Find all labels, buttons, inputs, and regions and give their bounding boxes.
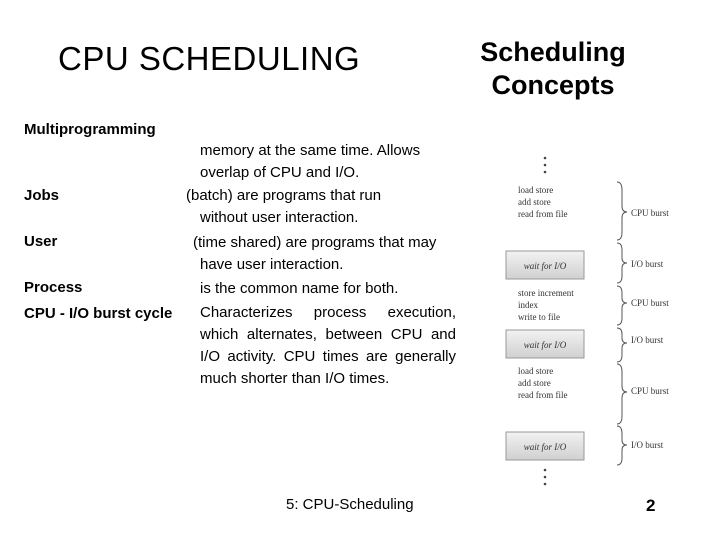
definition-multiprogramming bbox=[200, 140, 420, 184]
instruction-text: store increment bbox=[518, 288, 574, 298]
definition-line: have user interaction. bbox=[200, 256, 344, 273]
top-ellipsis bbox=[544, 157, 547, 174]
definition-user bbox=[193, 232, 436, 276]
definition-line: (time shared) are programs that may bbox=[193, 234, 437, 251]
burst-label: I/O burst bbox=[631, 259, 664, 269]
instruction-text: add store bbox=[518, 378, 551, 388]
cpu-burst-brace bbox=[617, 182, 627, 240]
cpu-burst-brace bbox=[617, 286, 627, 325]
definition-process: is the common name for both. bbox=[200, 280, 399, 297]
definition-line: without user interaction. bbox=[200, 209, 359, 226]
burst-label: I/O burst bbox=[631, 335, 664, 345]
io-burst-brace bbox=[617, 243, 627, 283]
burst-cycle-diagram bbox=[500, 150, 715, 495]
instruction-text: read from file bbox=[518, 209, 568, 219]
definition-line: memory at the same time. Allows bbox=[200, 142, 421, 159]
slide-title: CPU SCHEDULING bbox=[58, 40, 361, 77]
cpu-burst-block bbox=[518, 185, 567, 219]
term-jobs: Jobs bbox=[24, 187, 60, 204]
instruction-text: write to file bbox=[518, 312, 560, 322]
wait-io-text: wait for I/O bbox=[523, 340, 567, 350]
instruction-text: index bbox=[518, 300, 538, 310]
subtitle-line-1: Scheduling bbox=[480, 37, 626, 67]
burst-label: CPU burst bbox=[631, 208, 669, 218]
wait-io-text: wait for I/O bbox=[523, 261, 567, 271]
burst-label: CPU burst bbox=[631, 386, 669, 396]
cpu-burst-block bbox=[518, 366, 567, 400]
cpu-burst-block bbox=[518, 288, 574, 322]
definition-cpu-io-burst-cycle: Characterizes process execution, which alternates, between CPU and I/O activity. CPU times are generally much shorter than I/O times. bbox=[200, 304, 456, 387]
page-number: 2 bbox=[646, 496, 656, 515]
instruction-text: add store bbox=[518, 197, 551, 207]
slide-subtitle bbox=[472, 36, 634, 102]
io-burst-brace bbox=[617, 426, 627, 465]
subtitle-line-2: Concepts bbox=[491, 70, 615, 100]
wait-io-text: wait for I/O bbox=[523, 442, 567, 452]
burst-label: I/O burst bbox=[631, 440, 664, 450]
term-user: User bbox=[24, 233, 58, 250]
term-process: Process bbox=[24, 279, 83, 296]
footer-text: 5: CPU-Scheduling bbox=[286, 496, 414, 513]
bottom-ellipsis bbox=[544, 469, 547, 486]
definition-jobs bbox=[186, 185, 381, 229]
instruction-text: load store bbox=[518, 185, 554, 195]
cpu-burst-brace bbox=[617, 364, 627, 424]
term-cpu-io-burst-cycle: CPU - I/O burst cycle bbox=[24, 305, 173, 322]
definition-line: overlap of CPU and I/O. bbox=[200, 164, 360, 181]
definition-line: (batch) are programs that run bbox=[186, 187, 382, 204]
instruction-text: load store bbox=[518, 366, 554, 376]
term-multiprogramming: Multiprogramming bbox=[24, 121, 156, 138]
instruction-text: read from file bbox=[518, 390, 568, 400]
burst-label: CPU burst bbox=[631, 298, 669, 308]
io-burst-brace bbox=[617, 328, 627, 362]
